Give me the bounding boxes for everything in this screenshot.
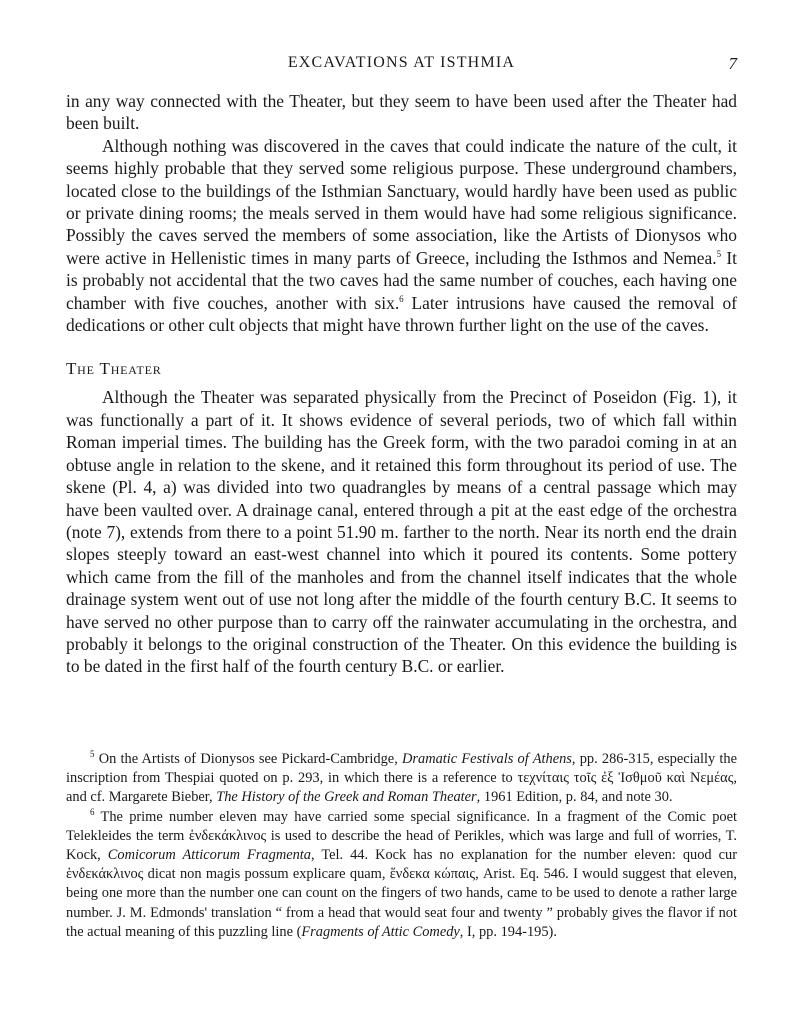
paragraph-caves <box>66 135 737 337</box>
paragraph-theater <box>66 386 737 677</box>
greek-term: ἕνδεκα κώπαις <box>389 866 476 883</box>
footnote-ref-5: 5 <box>716 249 722 260</box>
greek-term: ἑνδεκάκλινος <box>66 866 144 883</box>
footnote-number: 5 <box>90 749 95 760</box>
main-text <box>66 90 737 678</box>
footnotes <box>66 750 737 942</box>
text-run: On the Artists of Dionysos see Pickard-Cambridge, <box>94 751 403 767</box>
text-run: It is probably not accidental that the two caves had the same number of couches, each having one chamber with five couches, another with six. <box>66 247 737 313</box>
greek-quote: τεχνίταις τοῖς ἐξ Ἰσθμοῦ καὶ Νεμέας <box>517 770 734 787</box>
running-header <box>66 54 737 78</box>
page-number: 7 <box>728 54 737 73</box>
text-run: , 1961 Edition, p. 84, and note 30. <box>476 789 673 806</box>
cited-title: The History of the Greek and Roman Theater <box>216 789 477 806</box>
footnote-6 <box>66 808 737 942</box>
text-run: , I, pp. 194-195). <box>459 923 557 940</box>
section-heading: The Theater <box>66 359 162 379</box>
era-abbreviation: B.C. <box>624 589 657 610</box>
footnote-number: 6 <box>90 806 95 817</box>
footnote-5 <box>66 750 737 808</box>
text-run: dicat non magis possum explicare quam, <box>143 866 390 883</box>
footnote-ref-6: 6 <box>399 293 404 304</box>
running-title: EXCAVATIONS AT ISTHMIA <box>287 54 516 71</box>
text-run: It seems to have served no other purpose than to carry off the rainwater accumulating in the orchestra, and probably it belongs to the original construction of the Theater. On this evidence the building is to be dated in the first half of the fourth century <box>66 589 737 677</box>
text-run: is used to describe the head of Perikles, which was large and full of worries, T. Kock, <box>66 827 737 864</box>
text-run: , pp. 286-315, especially the inscription from Thespiai quoted on p. 293, in which there is a reference to <box>66 751 738 787</box>
paragraph-continuation: in any way connected with the Theater, but they seem to have been used after the Theater had been built. <box>66 91 737 134</box>
text-run: The prime number eleven may have carried some special significance. In a fragment of the Comic poet Telekleides the term <box>66 808 737 844</box>
text-run: Although the Theater was separated physically from the Precinct of Poseidon (Fig. 1), it was functionally a part of it. It shows evidence of several periods, two of which fall within Roman imperial times. The building has the Greek form, with the two paradoi coming in at an obtuse angle in relation to the skene, and it retained this form throughout its period of use. The skene (Pl. 4, a) was divided into two quadrangles by means of a central passage which may have been vaulted over. A drainage canal, entered through a pit at the east edge of the orchestra (note 7), extends from there to a point 51.90 m. farther to the north. Near its north end the drain slopes steeply toward an east-west channel into which it poured its contents. Some pottery which came from the fill of the manholes and from the channel itself indicates that the whole drainage system went out of use not long after the middle of the fourth century <box>66 387 737 610</box>
text-run: , Tel. 44. Kock has no explanation for the number eleven: quod cur <box>310 847 737 864</box>
cited-title: Dramatic Festivals of Athens <box>402 751 572 767</box>
text-run: , and cf. Margarete Bieber, <box>66 770 738 806</box>
greek-term: ἑνδεκάκλινος <box>188 827 267 844</box>
text-run: or earlier. <box>433 656 505 677</box>
text-run: Although nothing was discovered in the caves that could indicate the nature of the cult, it seems highly probable that they served some religious purpose. These underground chambers, located close to the buildings of the Isthmian Sanctuary, would hardly have been used as public or private dining rooms; the meals served in them would have had some religious significance. Possibly the caves served the members of some association, like the Artists of Dionysos who were active in Hellenistic times in many parts of Greece, including the Isthmos and Nemea. <box>66 135 737 268</box>
cited-title: Comicorum Atticorum Fragmenta <box>107 847 311 864</box>
era-abbreviation: B.C. <box>401 656 434 677</box>
text-run: , Arist. Eq. 546. I would suggest that eleven, being one more than the number one can count on the fingers of two hands, came to be used to denote a rather large number. J. M. Edmonds' translation “ from a head that would seat four and twenty ” probably gives the flavor if not the actual meaning of this puzzling line ( <box>66 866 737 940</box>
text-run: Later intrusions have caused the removal of dedications or other cult objects that might have thrown further light on the use of the caves. <box>66 292 737 336</box>
cited-title: Fragments of Attic Comedy <box>301 923 460 940</box>
